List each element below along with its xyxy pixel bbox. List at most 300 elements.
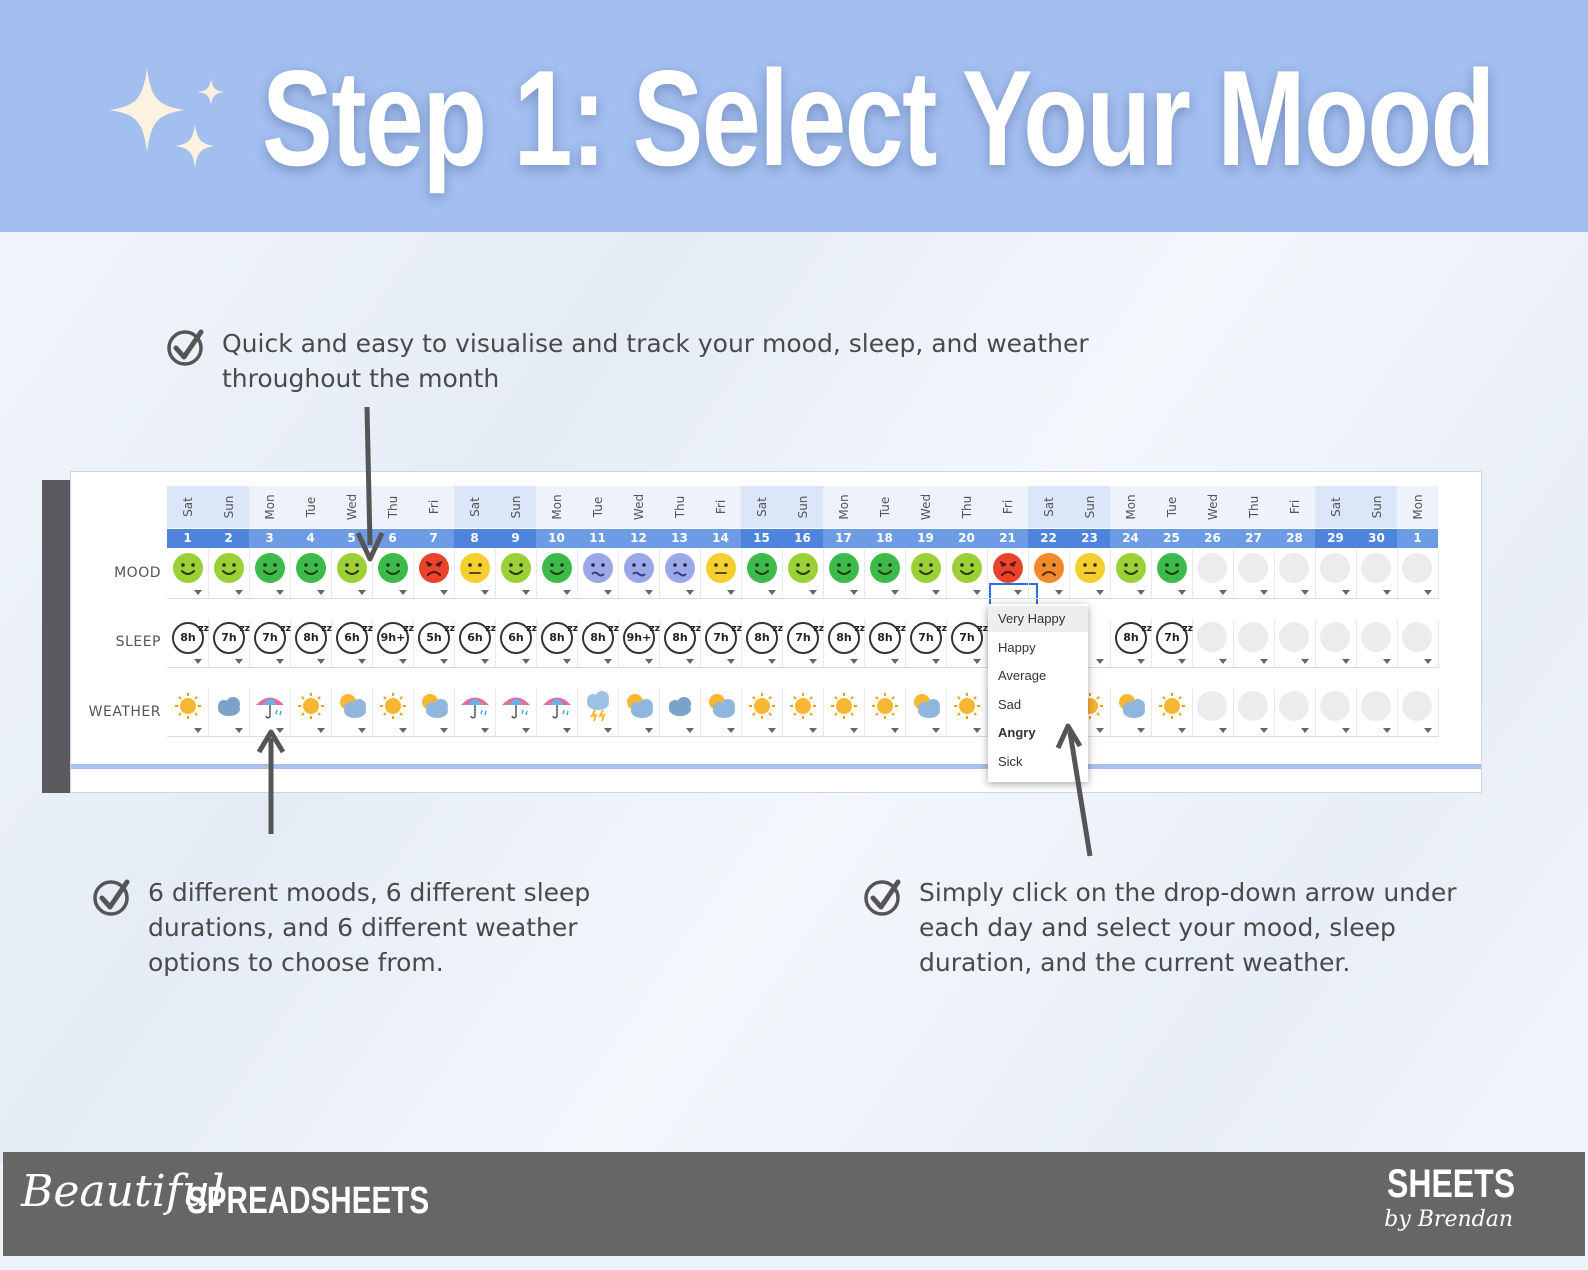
mood-dropdown-arrow[interactable]: [454, 586, 496, 599]
weather-dropdown-arrow[interactable]: [372, 724, 414, 737]
mood-cell[interactable]: [1028, 550, 1070, 586]
weather-cell[interactable]: [1274, 688, 1316, 724]
sleep-dropdown-arrow[interactable]: [331, 655, 373, 668]
mood-dropdown-arrow[interactable]: [249, 586, 291, 599]
mood-cell[interactable]: [618, 550, 660, 586]
day-number: 4: [290, 529, 331, 548]
mood-dropdown-arrow[interactable]: [536, 586, 578, 599]
sleep-dropdown-arrow[interactable]: [946, 655, 988, 668]
weather-cell[interactable]: [413, 688, 455, 724]
sleep-clock-icon: 7h zz: [910, 622, 942, 654]
mood-dropdown-arrow[interactable]: [946, 586, 988, 599]
day-number: 1: [167, 529, 208, 548]
day-of-week-header: [1069, 486, 1110, 528]
mood-cell[interactable]: [167, 550, 209, 586]
arrow-pointer-icon: [352, 405, 388, 565]
weather-cell[interactable]: [782, 688, 824, 724]
sleep-cell[interactable]: [618, 619, 660, 655]
very-happy-face-icon: [746, 552, 778, 584]
sleep-cell[interactable]: [823, 619, 865, 655]
day-of-week-header: [741, 486, 782, 528]
mood-cell[interactable]: [782, 550, 824, 586]
sick-face-icon: [623, 552, 655, 584]
weather-cell[interactable]: [1233, 688, 1275, 724]
dropdown-option-angry[interactable]: Angry: [998, 725, 1036, 740]
weather-cell[interactable]: [1315, 688, 1357, 724]
dropdown-option-happy[interactable]: Happy: [998, 639, 1036, 655]
zzz-icon: zz: [1182, 624, 1193, 634]
mood-dropdown-arrow[interactable]: [987, 586, 1029, 599]
sunny-weather-icon: [950, 690, 984, 722]
sleep-dropdown-arrow[interactable]: [372, 655, 414, 668]
sleep-cell[interactable]: [905, 619, 947, 655]
sleep-cell[interactable]: [1315, 619, 1357, 655]
rain-umbrella-weather-icon: [540, 690, 574, 722]
sleep-cell[interactable]: [249, 619, 291, 655]
day-number: 10: [536, 529, 577, 548]
weather-dropdown-arrow[interactable]: [700, 724, 742, 737]
zzz-icon: zz: [690, 624, 701, 634]
mood-dropdown-arrow[interactable]: [618, 586, 660, 599]
sleep-dropdown-arrow[interactable]: [864, 655, 906, 668]
day-of-week-label: Sat: [467, 497, 482, 517]
mood-cell[interactable]: [1192, 550, 1234, 586]
sunny-weather-icon: [294, 690, 328, 722]
day-of-week-header: [208, 486, 249, 528]
sleep-clock-icon: 6h zz: [459, 622, 491, 654]
day-of-week-label: Thu: [1246, 495, 1261, 519]
sleep-dropdown-arrow[interactable]: [1110, 655, 1152, 668]
empty-weather-placeholder: [1320, 691, 1350, 721]
day-of-week-label: Sun: [221, 495, 236, 519]
day-of-week-label: Tue: [590, 496, 605, 518]
mood-dropdown-arrow[interactable]: [331, 586, 373, 599]
sleep-cell[interactable]: [290, 619, 332, 655]
day-of-week-label: Thu: [959, 495, 974, 519]
rain-umbrella-weather-icon: [253, 690, 287, 722]
mood-cell[interactable]: [1274, 550, 1316, 586]
weather-cell[interactable]: [864, 688, 906, 724]
sleep-cell[interactable]: [331, 619, 373, 655]
mood-cell[interactable]: [1069, 550, 1111, 586]
weather-dropdown-arrow[interactable]: [741, 724, 783, 737]
day-of-week-label: Sun: [1082, 495, 1097, 519]
weather-dropdown-arrow[interactable]: [1274, 724, 1316, 737]
weather-cell[interactable]: [700, 688, 742, 724]
weather-dropdown-arrow[interactable]: [659, 724, 701, 737]
cloudy-weather-icon: [212, 690, 246, 722]
mood-dropdown-arrow[interactable]: [741, 586, 783, 599]
empty-mood-placeholder: [1320, 553, 1350, 583]
happy-face-icon: [500, 552, 532, 584]
checkmark-icon: [165, 326, 207, 368]
mood-cell[interactable]: [1110, 550, 1152, 586]
zzz-icon: zz: [444, 624, 455, 634]
sleep-dropdown-arrow[interactable]: [782, 655, 824, 668]
weather-cell[interactable]: [741, 688, 783, 724]
weather-dropdown-arrow[interactable]: [1315, 724, 1357, 737]
sleep-cell[interactable]: [1274, 619, 1316, 655]
dropdown-option-very-happy[interactable]: Very Happy: [998, 611, 1066, 626]
weather-dropdown-arrow[interactable]: [577, 724, 619, 737]
weather-cell[interactable]: [208, 688, 250, 724]
weather-cell[interactable]: [823, 688, 865, 724]
mood-dropdown-arrow[interactable]: [659, 586, 701, 599]
mood-dropdown-arrow[interactable]: [1233, 586, 1275, 599]
sleep-clock-icon: 7h zz: [951, 622, 983, 654]
mood-cell[interactable]: [864, 550, 906, 586]
day-number: 21: [987, 529, 1028, 548]
mood-dropdown-arrow[interactable]: [290, 586, 332, 599]
day-number: 9: [495, 529, 536, 548]
day-of-week-label: Mon: [1123, 494, 1138, 520]
weather-dropdown-arrow[interactable]: [331, 724, 373, 737]
sleep-clock-icon: 8h zz: [664, 622, 696, 654]
sleep-cell[interactable]: [1356, 619, 1398, 655]
weather-dropdown-arrow[interactable]: [454, 724, 496, 737]
day-of-week-label: Wed: [1205, 493, 1220, 521]
row-label-sleep: SLEEP: [115, 634, 161, 650]
mood-dropdown-arrow[interactable]: [1192, 586, 1234, 599]
sleep-dropdown-arrow[interactable]: [659, 655, 701, 668]
sun-cloud-weather-icon: [704, 690, 738, 722]
mood-dropdown-arrow[interactable]: [1028, 586, 1070, 599]
empty-sleep-placeholder: [1361, 622, 1391, 652]
sleep-cell[interactable]: [1233, 619, 1275, 655]
sheets-logo-signature: by Brendan: [1384, 1207, 1513, 1232]
sleep-dropdown-arrow[interactable]: [1315, 655, 1357, 668]
weather-cell[interactable]: [618, 688, 660, 724]
sleep-dropdown-arrow[interactable]: [413, 655, 455, 668]
sun-cloud-weather-icon: [417, 690, 451, 722]
weather-cell[interactable]: [1110, 688, 1152, 724]
mood-cell[interactable]: [290, 550, 332, 586]
weather-dropdown-arrow[interactable]: [1397, 724, 1439, 737]
sleep-clock-icon: 7h zz: [705, 622, 737, 654]
day-of-week-header: [1233, 486, 1274, 528]
mood-cell[interactable]: [700, 550, 742, 586]
mood-dropdown-arrow[interactable]: [1069, 586, 1111, 599]
day-of-week-header: [1151, 486, 1192, 528]
weather-cell[interactable]: [249, 688, 291, 724]
sleep-dropdown-arrow[interactable]: [700, 655, 742, 668]
day-of-week-label: Sat: [180, 497, 195, 517]
mood-cell[interactable]: [905, 550, 947, 586]
mood-dropdown-arrow[interactable]: [1315, 586, 1357, 599]
sleep-clock-icon: 8h zz: [869, 622, 901, 654]
empty-weather-placeholder: [1279, 691, 1309, 721]
empty-sleep-placeholder: [1402, 622, 1432, 652]
empty-mood-placeholder: [1238, 553, 1268, 583]
very-happy-face-icon: [1156, 552, 1188, 584]
checkmark-icon: [91, 876, 133, 918]
day-number: 20: [946, 529, 987, 548]
day-of-week-header: [577, 486, 618, 528]
zzz-icon: zz: [895, 624, 906, 634]
day-of-week-header: [1110, 486, 1151, 528]
dropdown-option-average[interactable]: Average: [998, 668, 1047, 683]
sad-face-icon: [1033, 552, 1065, 584]
weather-cell[interactable]: [1192, 688, 1234, 724]
sleep-cell[interactable]: [782, 619, 824, 655]
day-of-week-label: Thu: [672, 495, 687, 519]
weather-cell[interactable]: [372, 688, 414, 724]
weather-cell[interactable]: [331, 688, 373, 724]
day-number: 3: [249, 529, 290, 548]
day-number: 8: [454, 529, 495, 548]
sunny-weather-icon: [745, 690, 779, 722]
zzz-icon: zz: [813, 624, 824, 634]
weather-cell[interactable]: [1397, 688, 1439, 724]
sleep-dropdown-arrow[interactable]: [823, 655, 865, 668]
sleep-cell[interactable]: [741, 619, 783, 655]
weather-dropdown-arrow[interactable]: [1356, 724, 1398, 737]
mood-dropdown-arrow[interactable]: [577, 586, 619, 599]
bullet-dropdown-help: Simply click on the drop-down arrow under each day and select your mood, sleep duration, and the current weather.: [919, 878, 1457, 977]
mood-cell[interactable]: [1397, 550, 1439, 586]
mood-cell[interactable]: [208, 550, 250, 586]
mood-cell[interactable]: [454, 550, 496, 586]
sleep-dropdown-arrow[interactable]: [905, 655, 947, 668]
day-of-week-label: Thu: [385, 495, 400, 519]
sleep-clock-icon: 5h zz: [418, 622, 450, 654]
day-of-week-label: Wed: [918, 493, 933, 521]
day-number: 14: [700, 529, 741, 548]
sleep-dropdown-arrow[interactable]: [741, 655, 783, 668]
dropdown-option-sick[interactable]: Sick: [998, 753, 1023, 769]
angry-face-icon: [992, 552, 1024, 584]
mood-cell[interactable]: [577, 550, 619, 586]
very-happy-face-icon: [295, 552, 327, 584]
zzz-icon: zz: [280, 624, 291, 634]
zzz-icon: zz: [772, 624, 783, 634]
sleep-dropdown-arrow[interactable]: [249, 655, 291, 668]
mood-dropdown-arrow[interactable]: [208, 586, 250, 599]
header-banner: [0, 0, 1588, 232]
checkmark-icon: [862, 876, 904, 918]
weather-cell[interactable]: [659, 688, 701, 724]
mood-dropdown-arrow[interactable]: [1397, 586, 1439, 599]
weather-cell[interactable]: [1151, 688, 1193, 724]
weather-dropdown-arrow[interactable]: [1192, 724, 1234, 737]
day-of-week-header: [618, 486, 659, 528]
weather-dropdown-arrow[interactable]: [290, 724, 332, 737]
sleep-dropdown-arrow[interactable]: [1274, 655, 1316, 668]
weather-dropdown-arrow[interactable]: [208, 724, 250, 737]
sleep-cell[interactable]: [454, 619, 496, 655]
weather-cell[interactable]: [495, 688, 537, 724]
sun-cloud-weather-icon: [335, 690, 369, 722]
day-of-week-label: Sat: [754, 497, 769, 517]
weather-cell[interactable]: [1356, 688, 1398, 724]
sleep-dropdown-arrow[interactable]: [577, 655, 619, 668]
sleep-dropdown-arrow[interactable]: [1233, 655, 1275, 668]
mood-dropdown-arrow[interactable]: [782, 586, 824, 599]
sick-face-icon: [582, 552, 614, 584]
mood-dropdown-arrow[interactable]: [700, 586, 742, 599]
weather-dropdown-arrow[interactable]: [823, 724, 865, 737]
mood-cell[interactable]: [659, 550, 701, 586]
day-of-week-header: [1397, 486, 1438, 528]
day-of-week-header: [495, 486, 536, 528]
weather-cell[interactable]: [536, 688, 578, 724]
sleep-dropdown-arrow[interactable]: [454, 655, 496, 668]
day-number: 11: [577, 529, 618, 548]
angry-face-icon: [418, 552, 450, 584]
mood-cell[interactable]: [946, 550, 988, 586]
day-number: 22: [1028, 529, 1069, 548]
sleep-cell[interactable]: [1110, 619, 1152, 655]
day-of-week-header: [700, 486, 741, 528]
sleep-cell[interactable]: [1397, 619, 1439, 655]
weather-cell[interactable]: [577, 688, 619, 724]
weather-dropdown-arrow[interactable]: [864, 724, 906, 737]
sleep-dropdown-arrow[interactable]: [1397, 655, 1439, 668]
mood-dropdown-arrow[interactable]: [495, 586, 537, 599]
zzz-icon: zz: [403, 624, 414, 634]
sleep-dropdown-arrow[interactable]: [1192, 655, 1234, 668]
mood-dropdown-arrow[interactable]: [864, 586, 906, 599]
mood-dropdown-arrow[interactable]: [905, 586, 947, 599]
very-happy-face-icon: [869, 552, 901, 584]
day-of-week-header: [413, 486, 454, 528]
sleep-cell[interactable]: [536, 619, 578, 655]
weather-dropdown-arrow[interactable]: [1233, 724, 1275, 737]
mood-cell[interactable]: [1356, 550, 1398, 586]
day-of-week-label: Sat: [1328, 497, 1343, 517]
mood-cell[interactable]: [1233, 550, 1275, 586]
mood-cell[interactable]: [1315, 550, 1357, 586]
empty-sleep-placeholder: [1238, 622, 1268, 652]
sleep-cell[interactable]: [659, 619, 701, 655]
very-happy-face-icon: [541, 552, 573, 584]
sleep-cell[interactable]: [372, 619, 414, 655]
day-number: 25: [1151, 529, 1192, 548]
mood-dropdown-arrow[interactable]: [1151, 586, 1193, 599]
mood-dropdown-arrow[interactable]: [823, 586, 865, 599]
day-number: 12: [618, 529, 659, 548]
sleep-cell[interactable]: [864, 619, 906, 655]
day-of-week-label: Fri: [1287, 499, 1302, 515]
mood-dropdown-arrow[interactable]: [1274, 586, 1316, 599]
day-number: 24: [1110, 529, 1151, 548]
sleep-dropdown-arrow[interactable]: [1356, 655, 1398, 668]
mood-cell[interactable]: [823, 550, 865, 586]
sleep-dropdown-arrow[interactable]: [1151, 655, 1193, 668]
weather-dropdown-arrow[interactable]: [167, 724, 209, 737]
weather-dropdown-arrow[interactable]: [1110, 724, 1152, 737]
sleep-cell[interactable]: [167, 619, 209, 655]
sleep-clock-icon: 8h zz: [541, 622, 573, 654]
empty-mood-placeholder: [1279, 553, 1309, 583]
mood-cell[interactable]: [987, 550, 1029, 586]
empty-weather-placeholder: [1238, 691, 1268, 721]
zzz-icon: zz: [198, 624, 209, 634]
mood-dropdown-arrow[interactable]: [413, 586, 455, 599]
mood-dropdown-arrow[interactable]: [167, 586, 209, 599]
day-number: 23: [1069, 529, 1110, 548]
sleep-dropdown-arrow[interactable]: [495, 655, 537, 668]
weather-cell[interactable]: [454, 688, 496, 724]
day-of-week-label: Sat: [1041, 497, 1056, 517]
sleep-dropdown-arrow[interactable]: [208, 655, 250, 668]
sleep-clock-icon: 9h+ zz: [377, 622, 409, 654]
row-label-weather: WEATHER: [88, 704, 161, 720]
weather-dropdown-arrow[interactable]: [946, 724, 988, 737]
day-of-week-header: [659, 486, 700, 528]
weather-dropdown-arrow[interactable]: [1151, 724, 1193, 737]
weather-dropdown-arrow[interactable]: [905, 724, 947, 737]
day-number: 18: [864, 529, 905, 548]
dropdown-option-sad[interactable]: Sad: [998, 696, 1022, 712]
weather-cell[interactable]: [290, 688, 332, 724]
weather-dropdown-arrow[interactable]: [413, 724, 455, 737]
happy-face-icon: [172, 552, 204, 584]
weather-dropdown-arrow[interactable]: [536, 724, 578, 737]
sleep-clock-icon: 8h zz: [582, 622, 614, 654]
sleep-dropdown-arrow[interactable]: [290, 655, 332, 668]
day-number: 27: [1233, 529, 1274, 548]
sleep-cell[interactable]: [208, 619, 250, 655]
sleep-dropdown-arrow[interactable]: [618, 655, 660, 668]
sleep-dropdown-arrow[interactable]: [536, 655, 578, 668]
weather-cell[interactable]: [905, 688, 947, 724]
mood-dropdown-arrow[interactable]: [372, 586, 414, 599]
mood-cell[interactable]: [249, 550, 291, 586]
mood-cell[interactable]: [413, 550, 455, 586]
mood-cell[interactable]: [495, 550, 537, 586]
sleep-cell[interactable]: [1151, 619, 1193, 655]
happy-face-icon: [1115, 552, 1147, 584]
rain-umbrella-weather-icon: [499, 690, 533, 722]
weather-dropdown-arrow[interactable]: [618, 724, 660, 737]
sleep-cell[interactable]: [413, 619, 455, 655]
empty-mood-placeholder: [1197, 553, 1227, 583]
day-number: 1: [1397, 529, 1438, 548]
sunny-weather-icon: [1155, 690, 1189, 722]
day-of-week-header: [1028, 486, 1069, 528]
brand-wordmark: SPREADSHEETS: [187, 1180, 430, 1222]
sleep-clock-icon: 9h+ zz: [623, 622, 655, 654]
day-number: 5: [331, 529, 372, 548]
weather-cell[interactable]: [167, 688, 209, 724]
day-of-week-header: [536, 486, 577, 528]
sleep-cell[interactable]: [1192, 619, 1234, 655]
day-of-week-label: Mon: [1410, 494, 1425, 520]
sleep-cell[interactable]: [577, 619, 619, 655]
zzz-icon: zz: [936, 624, 947, 634]
sleep-cell[interactable]: [946, 619, 988, 655]
weather-cell[interactable]: [946, 688, 988, 724]
mood-cell[interactable]: [741, 550, 783, 586]
arrow-pointer-icon: [1050, 720, 1100, 860]
sleep-cell[interactable]: [700, 619, 742, 655]
day-of-week-label: Tue: [303, 496, 318, 518]
day-of-week-label: Mon: [836, 494, 851, 520]
mood-dropdown-arrow[interactable]: [1356, 586, 1398, 599]
weather-dropdown-arrow[interactable]: [495, 724, 537, 737]
zzz-icon: zz: [1141, 624, 1152, 634]
average-face-icon: [705, 552, 737, 584]
mood-dropdown-arrow[interactable]: [1110, 586, 1152, 599]
sleep-dropdown-arrow[interactable]: [167, 655, 209, 668]
day-of-week-header: [249, 486, 290, 528]
mood-cell[interactable]: [536, 550, 578, 586]
mood-cell[interactable]: [1151, 550, 1193, 586]
zzz-icon: zz: [608, 624, 619, 634]
sleep-cell[interactable]: [495, 619, 537, 655]
weather-dropdown-arrow[interactable]: [782, 724, 824, 737]
